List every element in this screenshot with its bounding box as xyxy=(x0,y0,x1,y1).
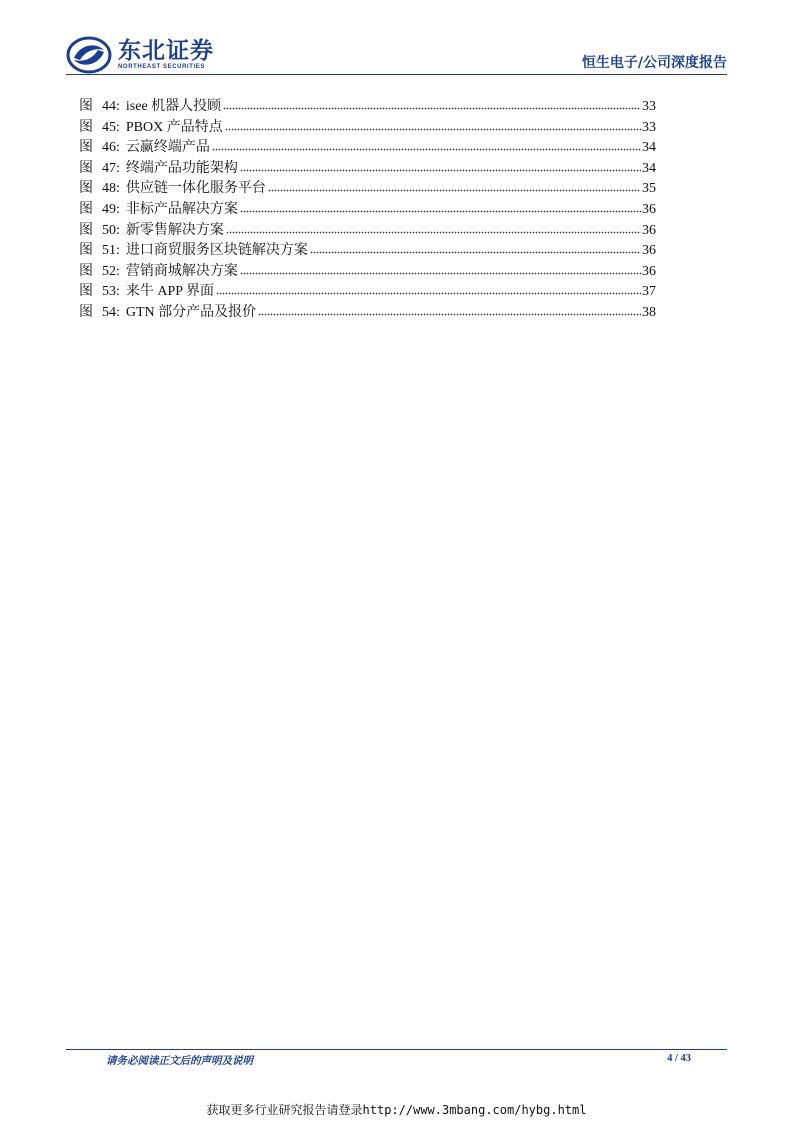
toc-figure-prefix: 图 xyxy=(79,243,93,259)
toc-figure-number: 46: xyxy=(102,140,120,156)
toc-page-number: 36 xyxy=(642,201,656,217)
toc-figure-number: 52: xyxy=(102,263,120,279)
toc-entry-label xyxy=(79,118,224,139)
toc-entry-label xyxy=(79,221,225,242)
report-type-title: 恒生电子/公司深度报告 xyxy=(581,55,727,71)
toc-figure-prefix: 图 xyxy=(79,140,93,156)
toc-entry-label xyxy=(79,282,215,303)
toc-dot-leader xyxy=(223,95,641,111)
toc-dot-leader xyxy=(216,280,641,296)
toc-figure-title: PBOX 产品特点 xyxy=(125,119,223,135)
toc-entry[interactable] xyxy=(79,135,656,156)
toc-page-number: 36 xyxy=(642,263,656,279)
toc-figure-title: 非标产品解决方案 xyxy=(125,201,238,217)
toc-page-number: 36 xyxy=(642,243,656,259)
disclaimer-note: 请务必阅读正文后的声明及说明 xyxy=(106,1055,253,1067)
toc-figure-title: 终端产品功能架构 xyxy=(125,160,238,176)
toc-dot-leader xyxy=(240,157,641,173)
toc-entry-label xyxy=(79,159,239,180)
toc-figure-number: 50: xyxy=(102,222,120,238)
toc-entry[interactable] xyxy=(79,156,656,177)
toc-figure-title: 来牛 APP 界面 xyxy=(125,284,215,300)
toc-figure-title: 供应链一体化服务平台 xyxy=(125,181,266,197)
toc-entry[interactable] xyxy=(79,197,656,218)
toc-entry[interactable] xyxy=(79,176,656,197)
toc-page-number: 34 xyxy=(642,160,656,176)
toc-entry-label xyxy=(79,262,239,283)
page-number: 4 / 43 xyxy=(667,1053,691,1064)
toc-entry-label xyxy=(79,200,239,221)
toc-page-number: 33 xyxy=(642,119,656,135)
toc-entry[interactable] xyxy=(79,115,656,136)
page-header xyxy=(0,0,793,80)
toc-entry-label xyxy=(79,179,267,200)
toc-dot-leader xyxy=(240,198,641,214)
toc-entry-label xyxy=(79,303,257,324)
logo-chinese-name: 东北证券 xyxy=(118,38,214,64)
toc-entry[interactable] xyxy=(79,259,656,280)
toc-dot-leader xyxy=(240,260,641,276)
toc-entry[interactable] xyxy=(79,218,656,239)
logo-english-name: NORTHEAST SECURITIES xyxy=(118,64,206,70)
toc-dot-leader xyxy=(212,136,641,152)
footer-divider xyxy=(66,1049,727,1050)
toc-dot-leader xyxy=(225,116,641,132)
company-logo xyxy=(66,36,214,74)
toc-page-number: 33 xyxy=(642,99,656,114)
toc-figure-prefix: 图 xyxy=(79,201,93,217)
toc-page-number: 34 xyxy=(642,140,656,156)
toc-figure-title: isee 机器人投顾 xyxy=(125,99,222,114)
toc-figure-prefix: 图 xyxy=(79,284,93,300)
toc-figure-prefix: 图 xyxy=(79,160,93,176)
toc-figure-number: 54: xyxy=(102,304,120,320)
toc-entry-label xyxy=(79,97,222,118)
toc-figure-number: 48: xyxy=(102,181,120,197)
toc-figure-prefix: 图 xyxy=(79,99,93,114)
toc-figure-title: 云赢终端产品 xyxy=(125,140,210,156)
toc-figure-number: 44: xyxy=(102,99,120,114)
toc-dot-leader xyxy=(268,177,641,193)
toc-entry-label xyxy=(79,241,309,262)
toc-figure-number: 53: xyxy=(102,284,120,300)
toc-entry[interactable] xyxy=(79,238,656,259)
toc-figure-prefix: 图 xyxy=(79,181,93,197)
toc-dot-leader xyxy=(226,219,641,235)
toc-dot-leader xyxy=(310,239,641,255)
toc-entry-label xyxy=(79,138,211,159)
toc-figure-number: 47: xyxy=(102,160,120,176)
toc-page-number: 37 xyxy=(642,284,656,300)
toc-figure-number: 45: xyxy=(102,119,120,135)
toc-page-number: 36 xyxy=(642,222,656,238)
toc-dot-leader xyxy=(258,301,641,317)
toc-figure-title: 营销商城解决方案 xyxy=(125,263,238,279)
toc-entry[interactable] xyxy=(79,300,656,321)
header-divider xyxy=(66,74,727,75)
toc-figure-number: 49: xyxy=(102,201,120,217)
toc-figure-prefix: 图 xyxy=(79,304,93,320)
toc-entry[interactable] xyxy=(79,279,656,300)
toc-figure-title: 新零售解决方案 xyxy=(125,222,224,238)
toc-figure-prefix: 图 xyxy=(79,119,93,135)
watermark-text: 获取更多行业研究报告请登录http://www.3mbang.com/hybg.html xyxy=(206,1103,587,1117)
toc-figure-title: 进口商贸服务区块链解决方案 xyxy=(125,243,308,259)
toc-entry[interactable] xyxy=(79,94,656,115)
toc-figure-prefix: 图 xyxy=(79,222,93,238)
toc-page-number: 38 xyxy=(642,304,656,320)
northeast-securities-logo-icon xyxy=(66,36,112,74)
toc-figure-number: 51: xyxy=(102,243,120,259)
toc-figure-prefix: 图 xyxy=(79,263,93,279)
figure-index-list xyxy=(79,94,656,321)
toc-figure-title: GTN 部分产品及报价 xyxy=(125,304,257,320)
toc-page-number: 35 xyxy=(642,181,656,197)
